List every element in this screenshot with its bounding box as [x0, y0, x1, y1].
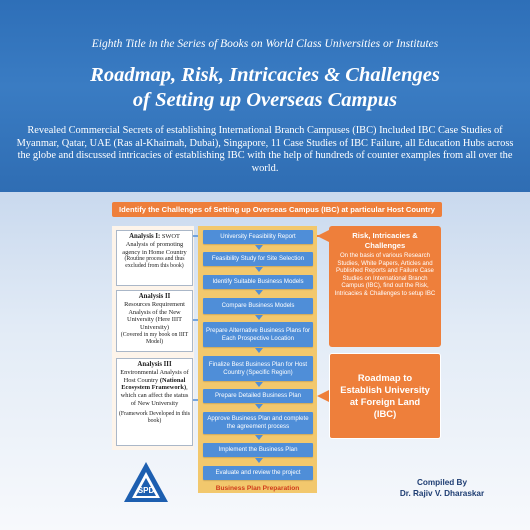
analysis-2-text: Resources Requirement Analysis of the New University (Here IIIT University) — [124, 300, 185, 332]
analysis-3-note: (Framework Developed in this book) — [119, 410, 190, 424]
business-plan-label: Business Plan Preparation — [215, 485, 300, 492]
arrow-down-icon — [255, 245, 263, 250]
risk-text: On the basis of various Research Studies, White Papers, Articles and Published Reports and Failure Case Studies on International Branch Campus (IBC), find out the Risk, Intricacies & Challenges to setup IBC — [334, 252, 436, 297]
arrow-down-icon — [255, 348, 263, 353]
arrow-down-icon — [255, 290, 263, 295]
title-line-1: Roadmap, Risk, Intricacies & Challenges — [90, 64, 440, 86]
series-line: Eighth Title in the Series of Books on World Class Universities or Institutes — [91, 38, 439, 50]
roadmap-text: Roadmap to Establish University at Foreign Land (IBC) — [340, 372, 430, 419]
roadmap-arrow-icon — [317, 390, 329, 402]
compiler-name: Dr. Rajiv V. Dharaskar — [399, 489, 485, 498]
spd-logo-icon — [122, 460, 170, 504]
analysis-1-note: (Routine process and thus excluded from this book) — [124, 256, 185, 270]
step-9: Implement the Business Plan — [203, 443, 313, 457]
step-7: Prepare Detailed Business Plan — [203, 389, 313, 403]
step-1: University Feasibility Report — [203, 230, 313, 244]
arrow-down-icon — [255, 315, 263, 320]
analysis-3-title: Analysis III — [137, 361, 172, 368]
arrow-down-icon — [255, 404, 263, 409]
arrow-down-icon — [255, 458, 263, 463]
step-3: Identify Suitable Business Models — [203, 275, 313, 289]
compiled-by-label: Compiled By — [416, 478, 468, 487]
analysis-1-title: Analysis I: — [129, 233, 161, 240]
step-4: Compare Business Models — [203, 298, 313, 314]
step-10: Evaluate and review the project — [203, 466, 313, 480]
arrow-down-icon — [255, 435, 263, 440]
risk-title: Risk, Intricacies & Challenges — [352, 231, 418, 250]
arrow-down-icon — [255, 267, 263, 272]
roadmap-box — [329, 353, 441, 439]
spd-logo-text: SPD — [137, 486, 155, 495]
analysis-2-title: Analysis II — [138, 293, 171, 300]
analysis-3-bold: (National Ecosystem Framework) — [121, 376, 187, 392]
analysis-2-note: (Covered in my book on IIIT Model) — [120, 331, 189, 345]
risk-box — [329, 226, 441, 347]
title-line-2: of Setting up Overseas Campus — [132, 89, 398, 111]
analysis-3-text: Environmental Analysis of Host Country — [120, 368, 189, 384]
step-5: Prepare Alternative Business Plans for Each Prospective Location — [203, 322, 313, 347]
arrow-down-icon — [255, 382, 263, 387]
compiler-credit — [362, 477, 522, 499]
analysis-1-text: SWOT Analysis of promoting agency in Home Country — [122, 233, 187, 256]
step-8: Approve Business Plan and complete the agreement process — [203, 412, 313, 434]
challenges-header-box: Identify the Challenges of Setting up Overseas Campus (IBC) at particular Host Country — [112, 202, 442, 217]
book-description: Revealed Commercial Secrets of establishing International Branch Campuses (IBC) Included IBC Case Studies of Myanmar, Qatar, UAE (Ras al-Khaimah, Dubai), Singapore, 11 Case Studies of IBC Failure, all Education Hubs across the globe and discussed intricacies of establishing IBC with the help of hundreds of counter examples from all over the world. — [16, 125, 514, 174]
analysis-3-tail: , which can affect the status of New University — [120, 384, 189, 407]
step-6: Finalize Best Business Plan for Host Country (Specific Region) — [203, 356, 313, 381]
step-2: Feasibility Study for Site Selection — [203, 252, 313, 266]
